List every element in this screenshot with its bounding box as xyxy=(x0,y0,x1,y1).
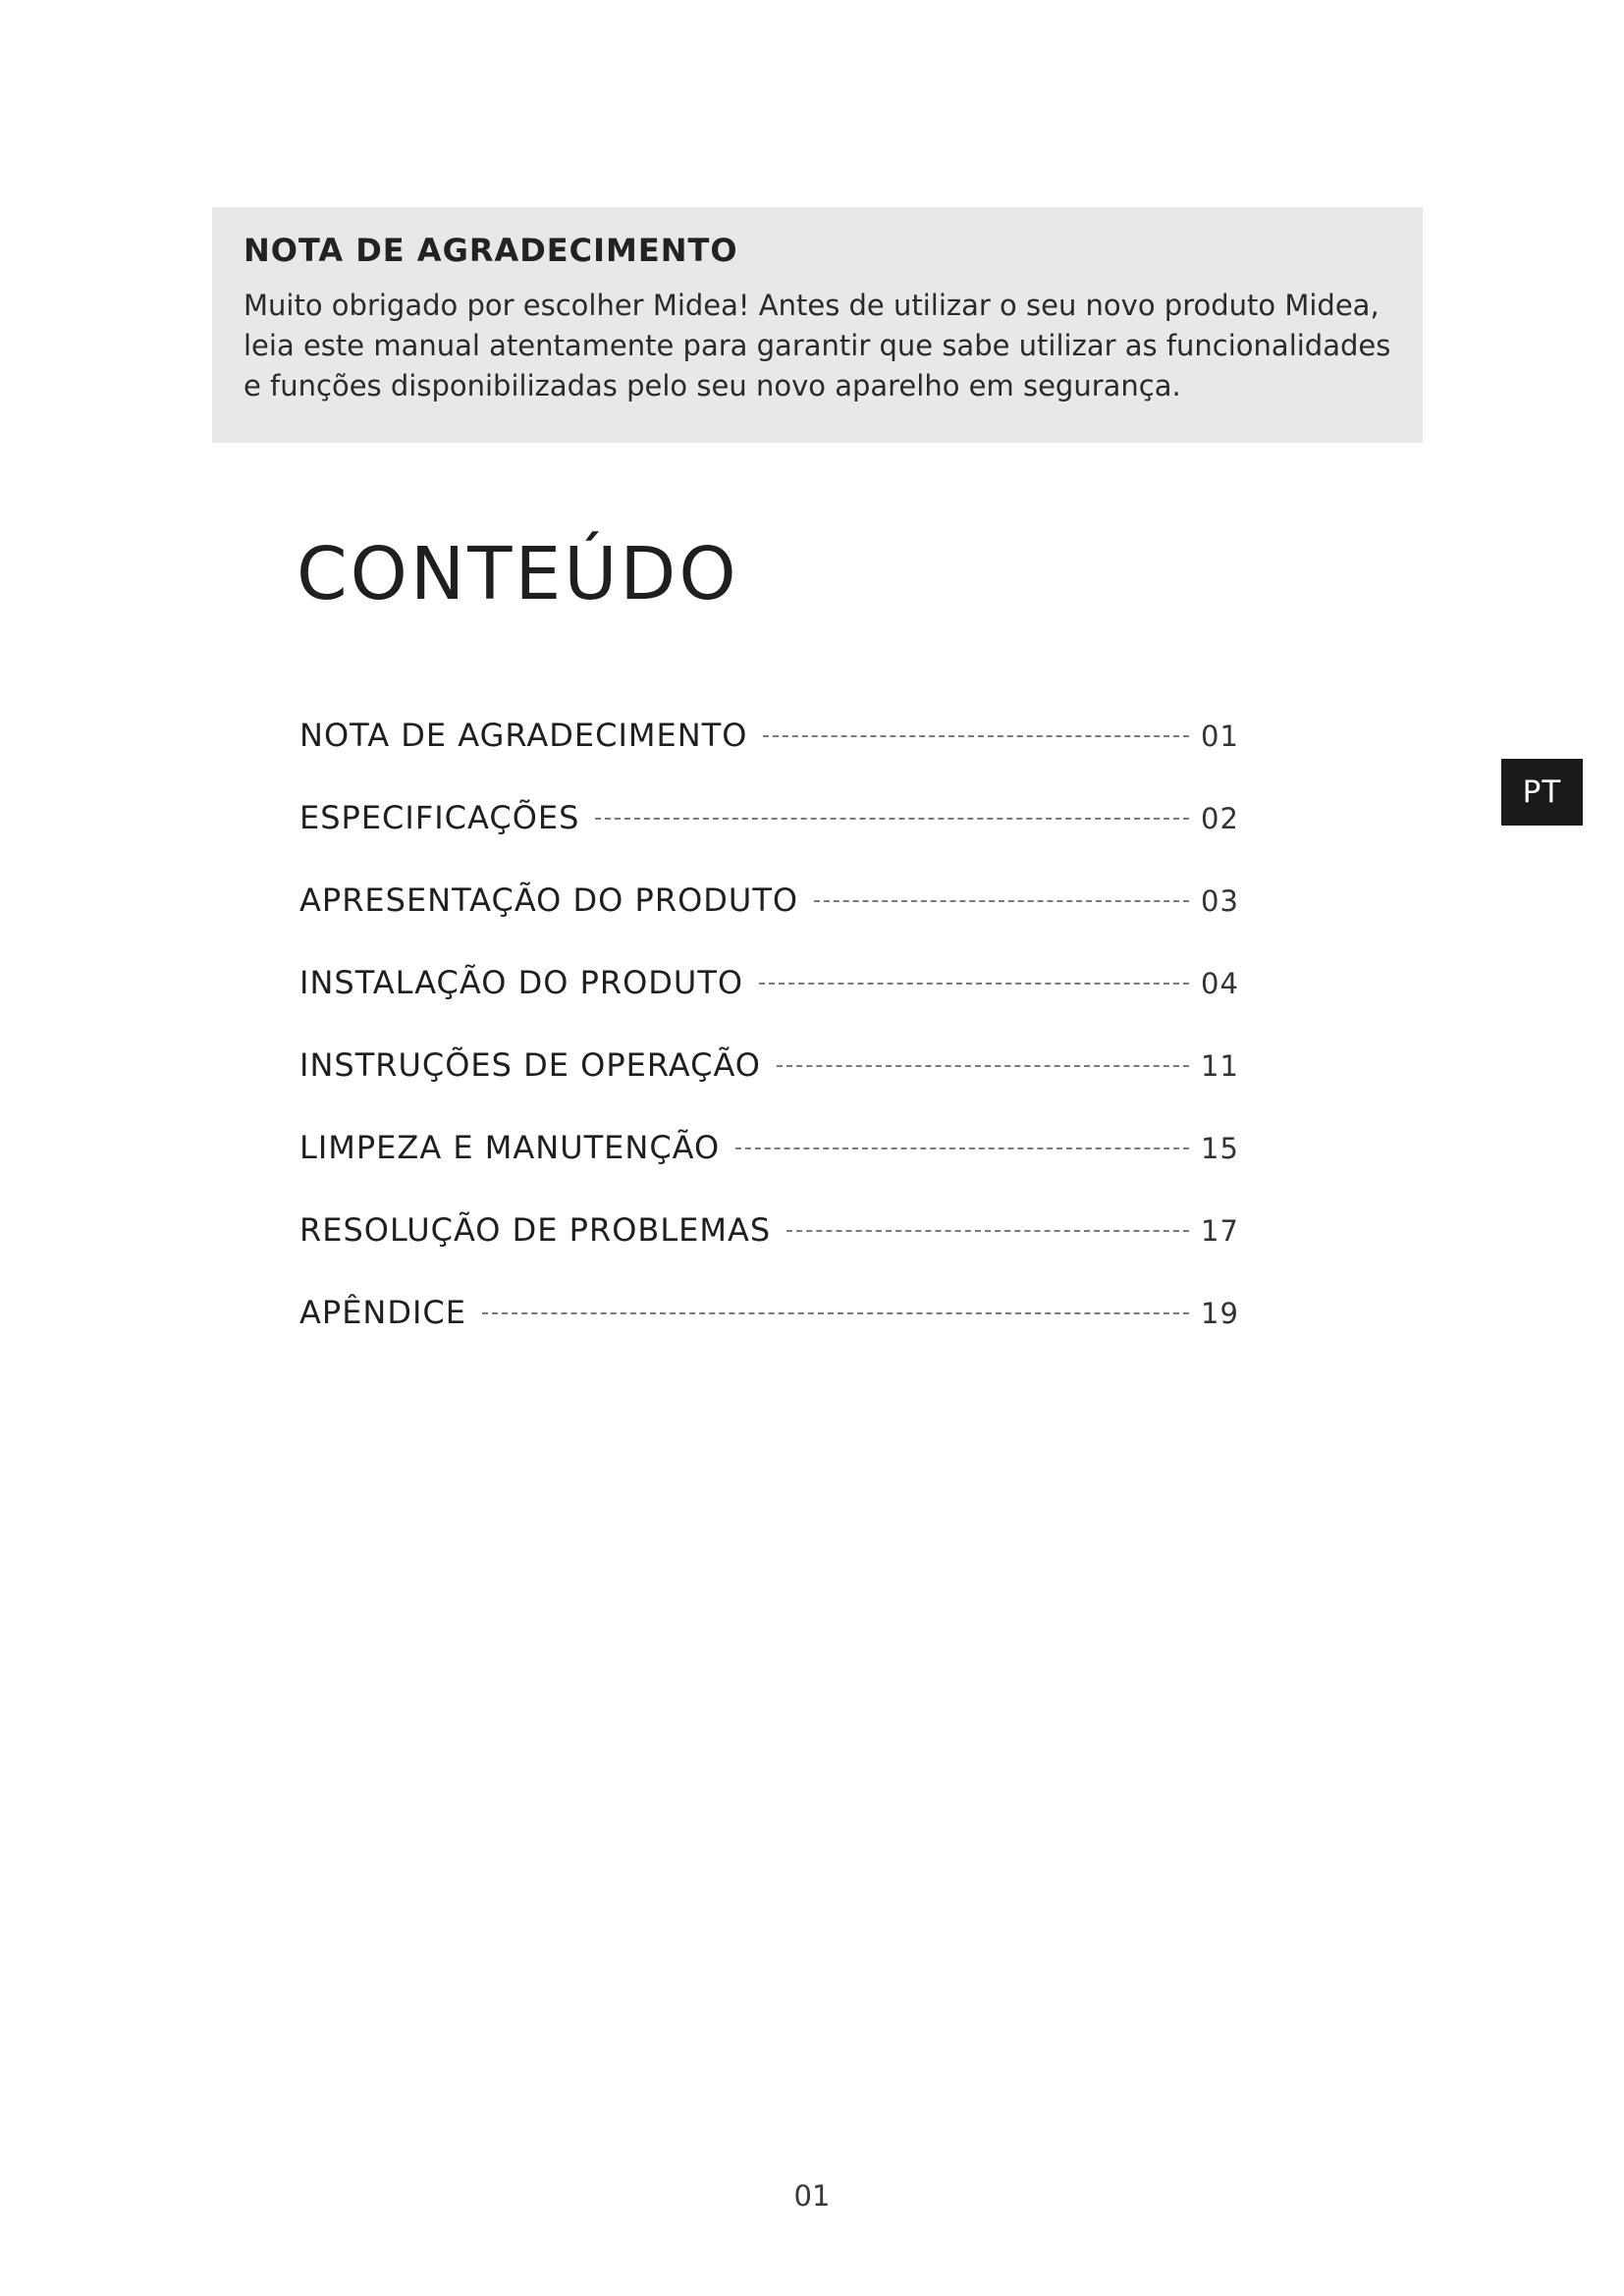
toc-page-number: 03 xyxy=(1201,884,1239,918)
toc-label: LIMPEZA E MANUTENÇÃO xyxy=(299,1129,721,1166)
table-of-contents xyxy=(299,717,1248,1376)
toc-dotted-leader xyxy=(777,1065,1189,1067)
toc-label: INSTRUÇÕES DE OPERAÇÃO xyxy=(299,1046,761,1084)
toc-page-number: 19 xyxy=(1201,1297,1239,1330)
toc-dotted-leader xyxy=(814,900,1189,902)
toc-entry-operation[interactable] xyxy=(299,1046,1248,1129)
toc-entry-installation[interactable] xyxy=(299,964,1248,1046)
language-tab: PT xyxy=(1501,759,1583,826)
toc-entry-specifications[interactable] xyxy=(299,799,1248,881)
toc-page-number: 11 xyxy=(1201,1049,1239,1083)
toc-dotted-leader xyxy=(786,1230,1189,1232)
contents-title: CONTEÚDO xyxy=(297,532,739,616)
toc-entry-cleaning[interactable] xyxy=(299,1129,1248,1211)
toc-dotted-leader xyxy=(735,1148,1189,1149)
toc-page-number: 15 xyxy=(1201,1132,1239,1165)
toc-entry-troubleshooting[interactable] xyxy=(299,1211,1248,1294)
toc-entry-appendix[interactable] xyxy=(299,1294,1248,1376)
toc-entry-product-overview[interactable] xyxy=(299,881,1248,964)
toc-entry-thank-you-note[interactable] xyxy=(299,717,1248,799)
toc-page-number: 17 xyxy=(1201,1214,1239,1248)
toc-page-number: 02 xyxy=(1201,802,1239,835)
toc-label: RESOLUÇÃO DE PROBLEMAS xyxy=(299,1211,772,1249)
note-title: NOTA DE AGRADECIMENTO xyxy=(244,232,738,269)
toc-label: APRESENTAÇÃO DO PRODUTO xyxy=(299,881,799,919)
thank-you-note xyxy=(212,207,1423,443)
toc-dotted-leader xyxy=(595,818,1189,820)
toc-label: APÊNDICE xyxy=(299,1294,466,1331)
toc-dotted-leader xyxy=(763,735,1189,737)
toc-page-number: 04 xyxy=(1201,967,1239,1000)
page-number: 01 xyxy=(793,2179,831,2213)
toc-label: INSTALAÇÃO DO PRODUTO xyxy=(299,964,744,1001)
toc-page-number: 01 xyxy=(1201,720,1239,753)
toc-dotted-leader xyxy=(482,1312,1189,1314)
toc-label: ESPECIFICAÇÕES xyxy=(299,799,580,836)
toc-dotted-leader xyxy=(759,983,1189,985)
toc-label: NOTA DE AGRADECIMENTO xyxy=(299,717,748,754)
note-text: Muito obrigado por escolher Midea! Antes de utilizar o seu novo produto Midea, leia este manual atentamente para garantir que sabe utilizar as funcionalidades e funções disponibilizadas pelo seu novo aparelho em segurança. xyxy=(244,289,1391,403)
